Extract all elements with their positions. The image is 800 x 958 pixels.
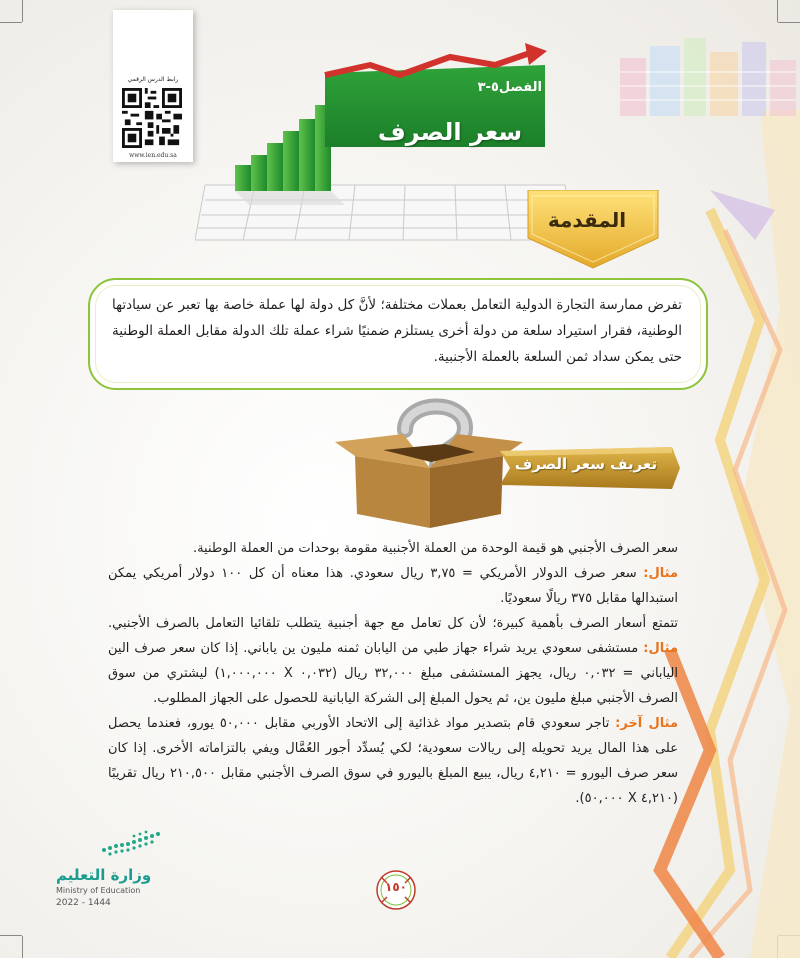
edition-year: 2022 - 1444 xyxy=(56,898,111,908)
intro-heading: المقدمة xyxy=(547,208,627,232)
crop-mark xyxy=(777,0,778,22)
page-number: ١٥٠ xyxy=(385,880,407,894)
example-3 xyxy=(108,711,678,811)
ministry-name-ar: وزارة التعليم xyxy=(56,866,152,884)
ministry-logo-icon xyxy=(100,828,162,858)
importance-text: تتمتع أسعار الصرف بأهمية كبيرة؛ لأن كل تعامل مع جهة أجنبية يتطلب تلقائيا التعامل بالصرف الأجنبي. xyxy=(108,616,678,631)
crop-mark xyxy=(778,22,800,23)
definition-body xyxy=(108,536,678,811)
importance-paragraph xyxy=(108,611,678,711)
crop-mark xyxy=(22,936,23,958)
qr-code-card[interactable] xyxy=(113,10,193,162)
chapter-title: سعر الصرف xyxy=(377,118,523,146)
definition-sentence: سعر الصرف الأجنبي هو قيمة الوحدة من العملة الأجنبية مقومة بوحدات من العملة الوطنية. xyxy=(192,541,678,556)
definition-paragraph xyxy=(108,536,678,561)
intro-paragraph: تفرض ممارسة التجارة الدولية التعامل بعملات مختلفة؛ لأنَّ كل دولة لها عملة خاصة بها تعبر عن سيادتها الوطنية، فقرار استيراد سلعة من دولة أخرى يستلزم ضمنيًا شراء عملة تلك الدولة مقابل العملة الوطنية حتى يمكن سداد ثمن السلعة بالعملة الأجنبية. xyxy=(112,297,682,365)
qr-title: رابط الدرس الرقمي xyxy=(127,76,179,83)
example-1 xyxy=(108,561,678,611)
crop-mark xyxy=(0,935,22,936)
example-label: مثال: xyxy=(643,641,678,656)
example-text: تاجر سعودي قام بتصدير مواد غذائية إلى الاتحاد الأوربي مقابل ٥٠,٠٠٠ يورو، فعندما يحصل على هذا المال يريد تحويله إلى ريالات سعودية؛ لكي يُسدِّد أجور العُمَّال ويفي بالتزاماته الأخرى. إذا كان سعر صرف اليورو = ٤,٢١٠ ريال، يبيع المبلغ باليورو في سوق الصرف الأجنبي مقابل ٢١٠,٥٠٠ ريال تقريبًا (٤,٢١٠ X ٥٠,٠٠٠). xyxy=(108,716,678,806)
example-text: سعر صرف الدولار الأمريكي = ٣,٧٥ ريال سعودي. هذا معناه أن كل ١٠٠ دولار أمريكي يمكن استبدالها مقابل ٣٧٥ ريالًا سعوديًا. xyxy=(108,566,678,606)
city-skyline-art xyxy=(600,28,800,118)
ministry-name-en: Ministry of Education xyxy=(56,886,141,895)
qr-url[interactable]: www.ien.edu.sa xyxy=(129,152,177,159)
crop-mark xyxy=(0,22,22,23)
crop-mark xyxy=(22,0,23,22)
example-label: مثال آخر: xyxy=(615,716,678,731)
qr-code-icon[interactable] xyxy=(122,88,182,148)
chapter-label: الفصل٥-٣ xyxy=(477,80,542,95)
question-box-art xyxy=(335,390,525,530)
example-text: مستشفى سعودي يريد شراء جهاز طبي من اليابان ثمنه مليون ين ياباني. إذا كان سعر صرف الين الياباني = ٠,٠٣٢ ريال، يجهز المستشفى مبلغ ٣٢,٠٠٠ ريال (٠,٠٣٢ X ١,٠٠٠,٠٠٠) ليشتري من سوق الصرف الأجنبي مبلغ مليون ين، ثم يحول المبلغ إلى الشركة اليابانية للحصول على الجهاز المطلوب. xyxy=(108,641,678,706)
definition-heading: تعريف سعر الصرف xyxy=(514,455,658,473)
example-label: مثال: xyxy=(643,566,679,581)
